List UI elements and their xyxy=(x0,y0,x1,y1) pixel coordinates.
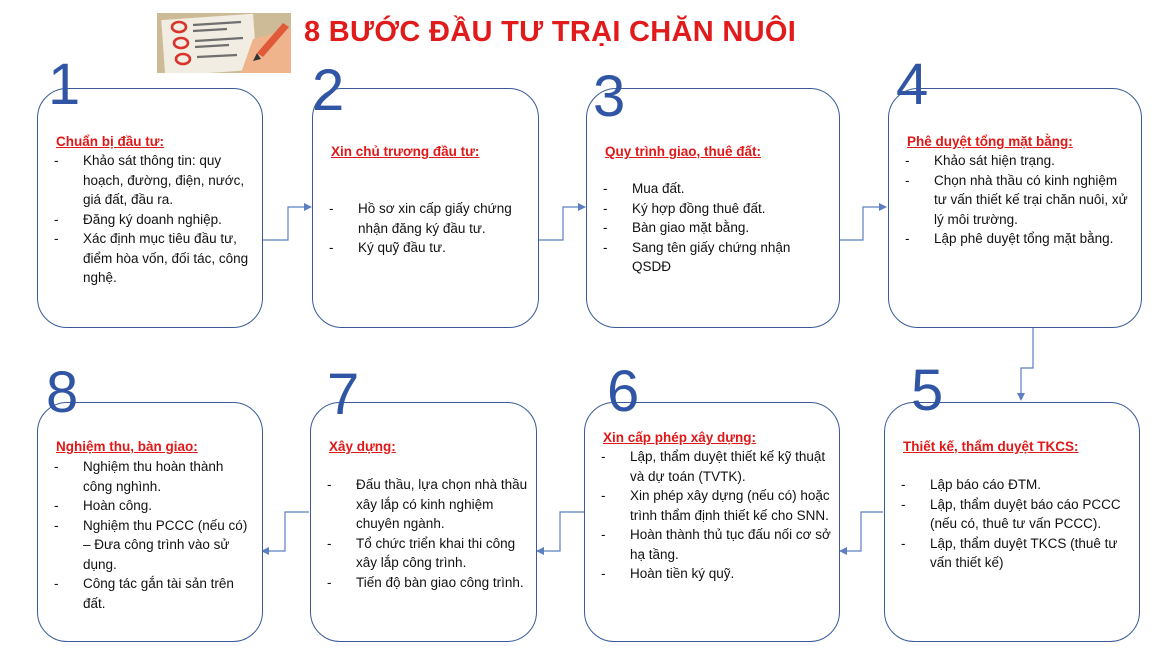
list-item: - Hồ sơ xin cấp giấy chứng nhận đăng ký đầu tư. xyxy=(327,199,530,238)
list-item: - Đăng ký doanh nghiệp. xyxy=(52,210,254,230)
step-5-box xyxy=(884,402,1140,642)
step-list xyxy=(52,457,254,613)
page-title: 8 BƯỚC ĐẦU TƯ TRẠI CHĂN NUÔI xyxy=(304,16,797,48)
arrow-5-to-6 xyxy=(840,512,883,551)
step-list xyxy=(899,475,1131,573)
step-title: Xin cấp phép xây dựng: xyxy=(603,430,757,445)
step-list xyxy=(903,151,1133,249)
list-item: - Chọn nhà thầu có kinh nghiệm tư vấn thiết kế trại chăn nuôi, xử lý môi trường. xyxy=(903,171,1133,230)
step-list xyxy=(601,179,831,277)
list-item: - Xác định mục tiêu đầu tư, điểm hòa vốn, đối tác, công nghệ. xyxy=(52,229,254,288)
step-title: Phê duyệt tổng mặt bằng: xyxy=(907,134,1073,149)
list-item: - Lập, thẩm duyệt báo cáo PCCC (nếu có, thuê tư vấn PCCC). xyxy=(899,495,1131,534)
list-item: - Lập, thẩm duyệt TKCS (thuê tư vấn thiết kế) xyxy=(899,534,1131,573)
list-item: - Hoàn thành thủ tục đấu nối cơ sở hạ tầng. xyxy=(599,525,831,564)
arrow-7-to-8 xyxy=(262,512,309,551)
list-item: - Công tác gắn tài sản trên đất. xyxy=(52,574,254,613)
list-item: - Lập báo cáo ĐTM. xyxy=(899,475,1131,495)
step-1-box xyxy=(37,88,263,328)
step-title: Nghiệm thu, bàn giao: xyxy=(56,439,198,454)
step-number: 8 xyxy=(46,360,79,425)
step-list xyxy=(599,447,831,584)
step-number: 4 xyxy=(896,52,929,117)
step-number: 7 xyxy=(327,362,360,427)
step-6-box xyxy=(584,402,840,642)
list-item: - Bàn giao mặt bằng. xyxy=(601,218,831,238)
list-item: - Khảo sát hiện trạng. xyxy=(903,151,1133,171)
step-list xyxy=(325,475,528,592)
list-item: - Hoàn công. xyxy=(52,496,254,516)
step-4-box xyxy=(888,88,1142,328)
step-number: 1 xyxy=(48,52,81,117)
step-list xyxy=(327,199,530,258)
checklist-icon xyxy=(157,13,291,73)
arrow-4-to-5 xyxy=(1021,328,1033,400)
list-item: - Nghiệm thu hoàn thành công nghình. xyxy=(52,457,254,496)
step-title: Xin chủ trương đầu tư: xyxy=(331,144,480,159)
step-2-box xyxy=(312,88,539,328)
list-item: - Ký quỹ đầu tư. xyxy=(327,238,530,258)
step-8-box xyxy=(37,402,263,642)
step-number: 6 xyxy=(607,359,640,424)
list-item: - Lập, thẩm duyệt thiết kế kỹ thuật và dự toán (TVTK). xyxy=(599,447,831,486)
arrow-6-to-7 xyxy=(537,512,584,551)
step-title: Quy trình giao, thuê đất: xyxy=(605,144,761,159)
list-item: - Đấu thầu, lựa chọn nhà thầu xây lắp có kinh nghiệm chuyên ngành. xyxy=(325,475,528,534)
list-item: - Mua đất. xyxy=(601,179,831,199)
list-item: - Lập phê duyệt tổng mặt bằng. xyxy=(903,229,1133,249)
step-title: Xây dựng: xyxy=(329,439,396,454)
list-item: - Xin phép xây dựng (nếu có) hoặc trình thẩm định thiết kế cho SNN. xyxy=(599,486,831,525)
step-title: Chuẩn bị đầu tư: xyxy=(56,134,165,149)
list-item: - Tiến độ bàn giao công trình. xyxy=(325,573,528,593)
step-number: 3 xyxy=(593,64,626,129)
list-item: - Ký hợp đồng thuê đất. xyxy=(601,199,831,219)
step-list xyxy=(52,151,254,288)
list-item: - Khảo sát thông tin: quy hoạch, đường, điện, nước, giá đất, đầu ra. xyxy=(52,151,254,210)
arrow-3-to-4 xyxy=(840,207,886,240)
title-image xyxy=(157,13,291,73)
arrow-1-to-2 xyxy=(263,207,311,240)
step-number: 5 xyxy=(911,358,944,423)
step-title: Thiết kế, thẩm duyệt TKCS: xyxy=(903,439,1079,454)
list-item: - Sang tên giấy chứng nhận QSDĐ xyxy=(601,238,831,277)
list-item: - Hoàn tiền ký quỹ. xyxy=(599,564,831,584)
arrow-2-to-3 xyxy=(539,207,585,240)
list-item: - Tổ chức triển khai thi công xây lắp công trình. xyxy=(325,534,528,573)
step-number: 2 xyxy=(312,58,345,123)
step-7-box xyxy=(310,402,537,642)
list-item: - Nghiệm thu PCCC (nếu có) – Đưa công trình vào sử dụng. xyxy=(52,516,254,575)
